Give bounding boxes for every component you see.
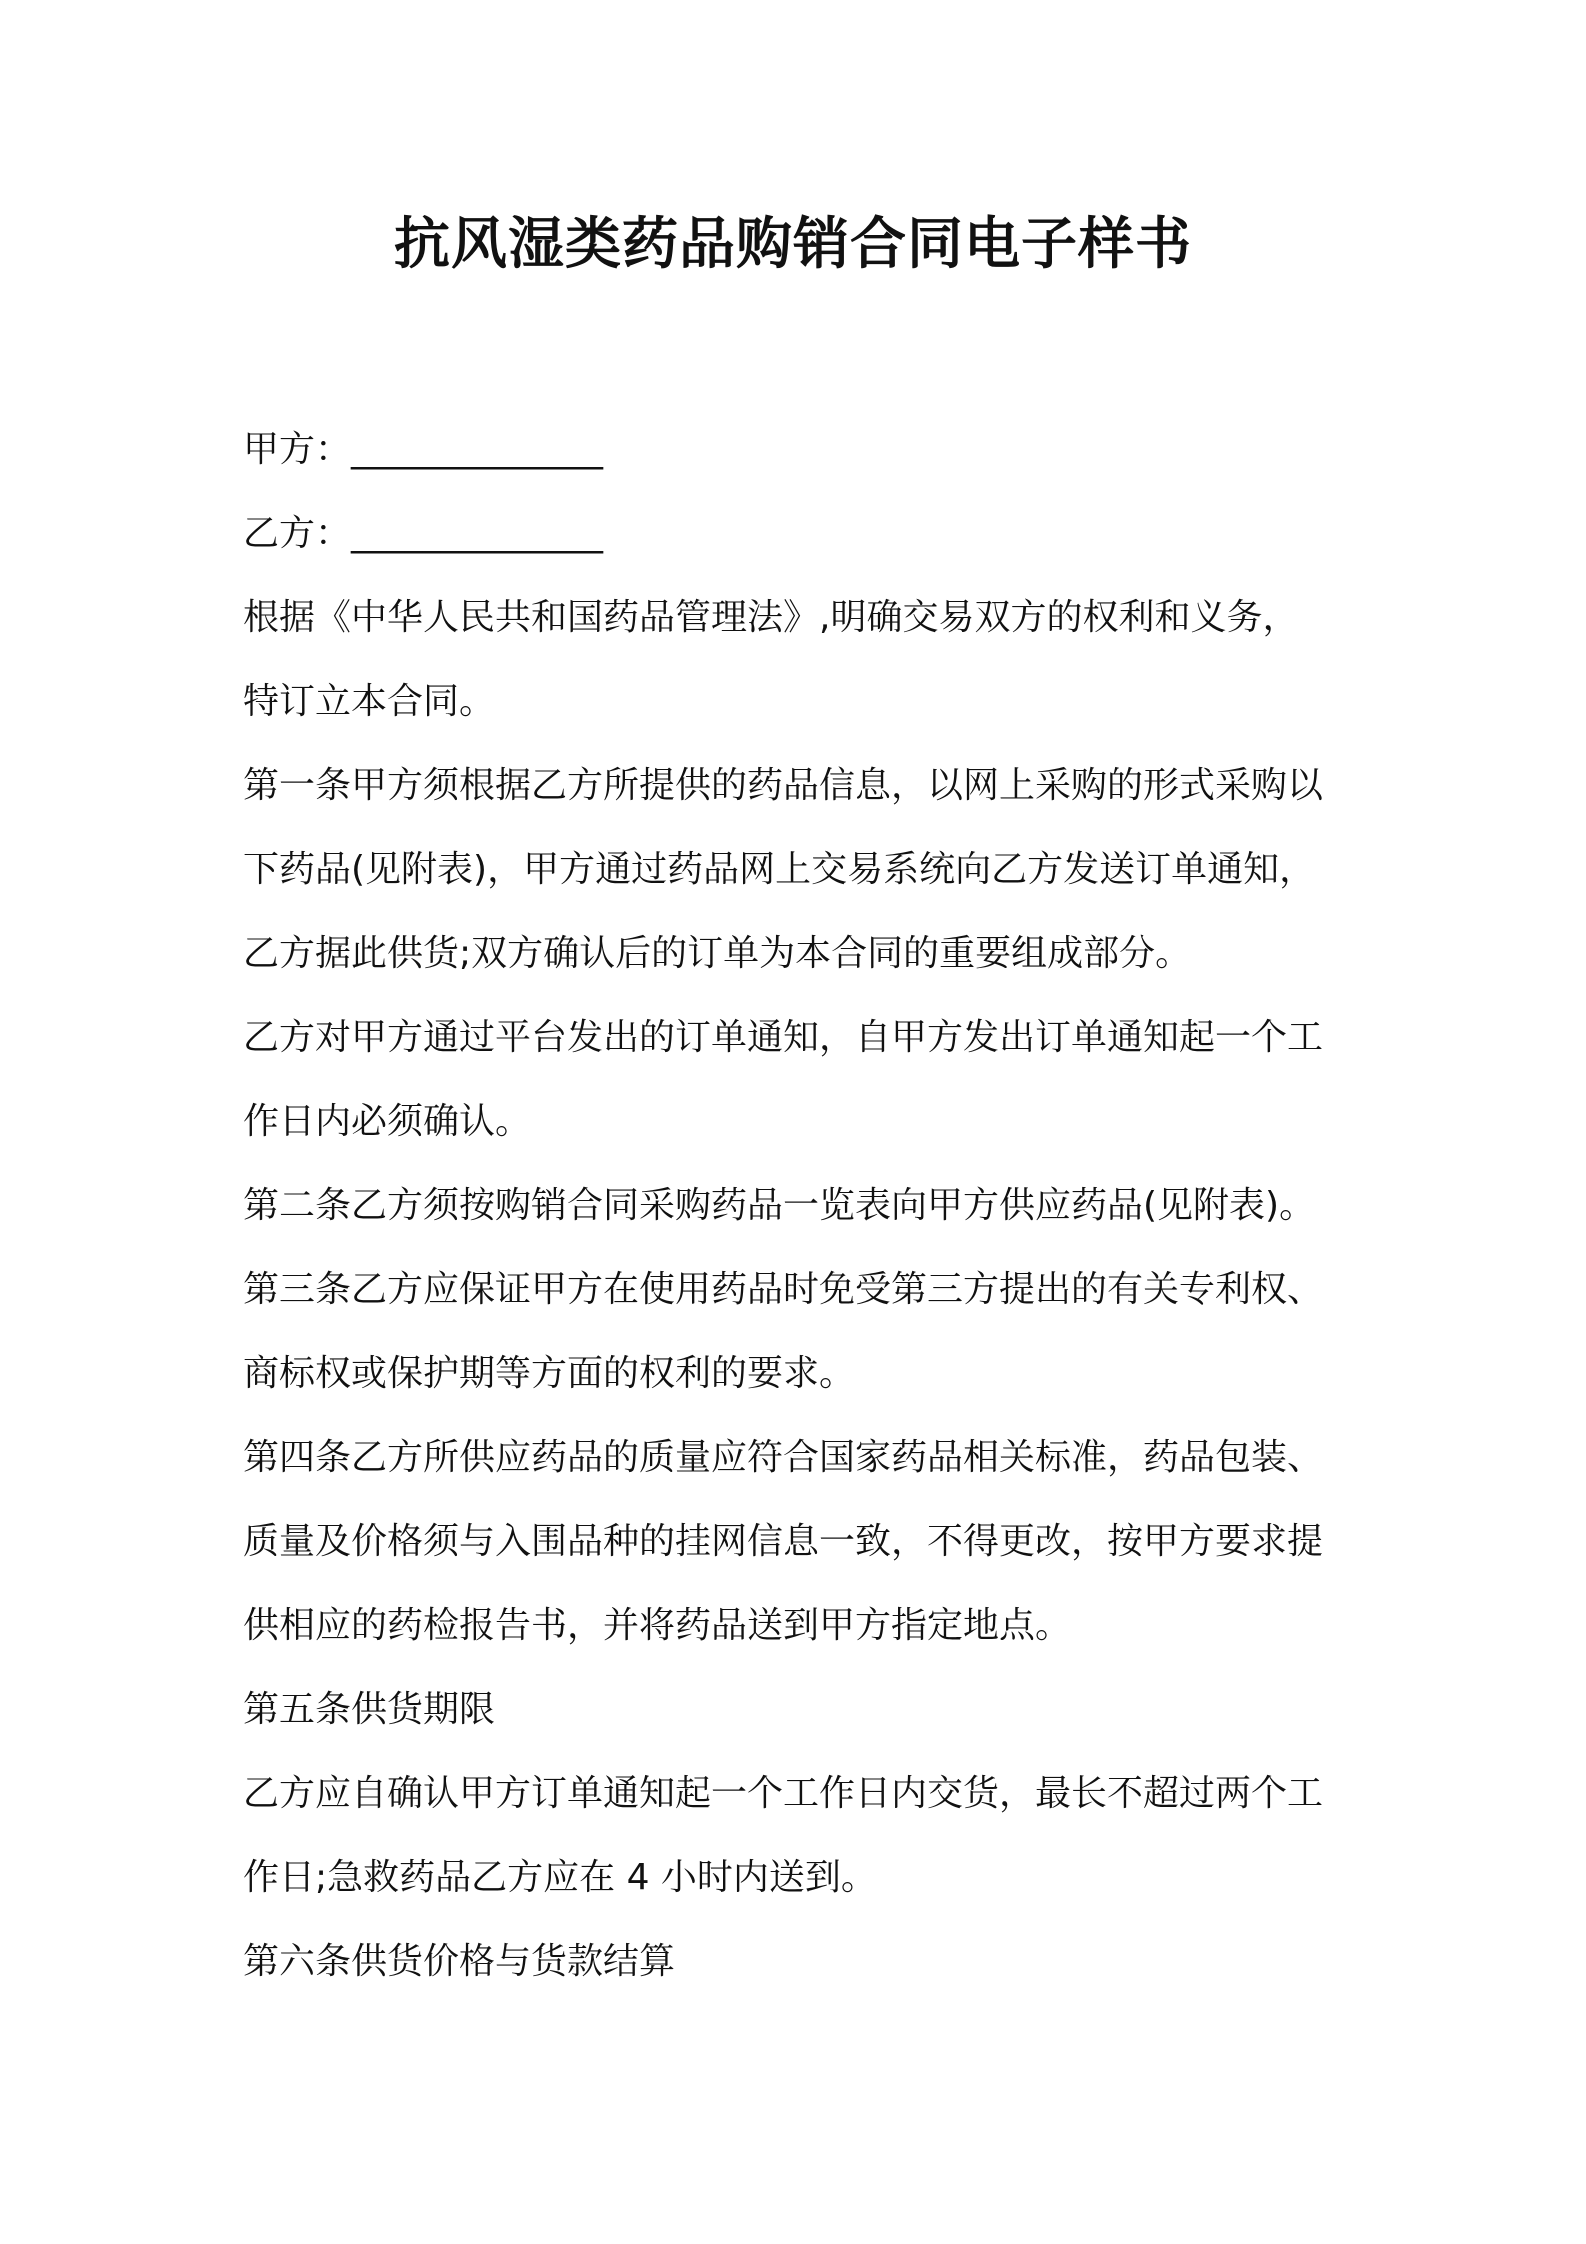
article-1-line-3: 乙方据此供货;双方确认后的订单为本合同的重要组成部分。: [243, 933, 1192, 974]
article-6-heading: 第六条供货价格与货款结算: [243, 1941, 676, 1982]
document-body: [243, 408, 1358, 2004]
party-a-line: 甲方：______________: [243, 429, 604, 470]
confirmation-line-1: 乙方对甲方通过平台发出的订单通知，自甲方发出订单通知起一个工: [243, 1017, 1324, 1058]
party-b-line: 乙方：______________: [243, 513, 604, 554]
article-5-line-2: 作日;急救药品乙方应在 4 小时内送到。: [243, 1857, 877, 1898]
document-title: 抗风湿类药品购销合同电子样书: [394, 212, 1192, 277]
article-1-line-1: 第一条甲方须根据乙方所提供的药品信息，以网上采购的形式采购以: [243, 765, 1324, 806]
article-4-line-2: 质量及价格须与入围品种的挂网信息一致，不得更改，按甲方要求提: [243, 1521, 1324, 1562]
article-5-heading: 第五条供货期限: [243, 1689, 496, 1730]
article-2-line: 第二条乙方须按购销合同采购药品一览表向甲方供应药品(见附表)。: [243, 1185, 1316, 1226]
article-1-line-2: 下药品(见附表)，甲方通过药品网上交易系统向乙方发送订单通知，: [243, 849, 1316, 890]
preamble-line-1: 根据《中华人民共和国药品管理法》,明确交易双方的权利和义务，: [243, 597, 1299, 638]
article-5-line-1: 乙方应自确认甲方订单通知起一个工作日内交货，最长不超过两个工: [243, 1773, 1324, 1814]
article-3-line-1: 第三条乙方应保证甲方在使用药品时免受第三方提出的有关专利权、: [243, 1269, 1324, 1310]
preamble-line-2: 特订立本合同。: [243, 681, 496, 722]
article-3-line-2: 商标权或保护期等方面的权利的要求。: [243, 1353, 856, 1394]
article-4-line-1: 第四条乙方所供应药品的质量应符合国家药品相关标准，药品包装、: [243, 1437, 1324, 1478]
confirmation-line-2: 作日内必须确认。: [243, 1101, 532, 1142]
article-4-line-3: 供相应的药检报告书，并将药品送到甲方指定地点。: [243, 1605, 1072, 1646]
